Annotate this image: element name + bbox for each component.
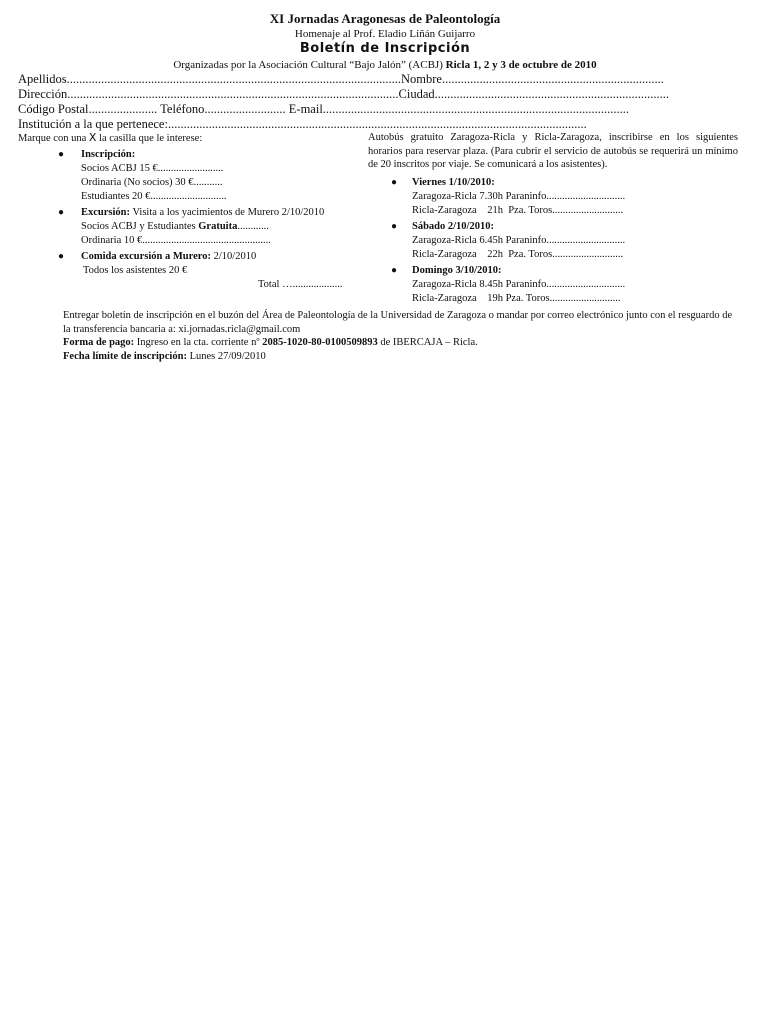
excursion-heading (81, 207, 324, 218)
direccion-field[interactable]: .......................................................................................................... (67, 87, 399, 101)
inscripcion-estudiantes-option[interactable]: Estudiantes 20 €............................. (81, 191, 227, 202)
comida-date: 2/10/2010 (213, 251, 257, 262)
ciudad-label: Ciudad (398, 87, 435, 101)
account-number: 2085-1020-80-0100509893 (262, 337, 378, 348)
institucion-label: Institución a la que pertenece: (18, 117, 168, 131)
bus-trip-option[interactable]: Zaragoza-Ricla 7.30h Paraninfo.............................. (412, 191, 626, 202)
telefono-label: Teléfono (160, 102, 205, 116)
payment-text: Ingreso en la cta. corriente nº (136, 337, 260, 348)
bullet-icon: ● (58, 207, 65, 218)
excursion-socios-option[interactable]: Socios ACBJ y Estudiantes Gratuita............ (81, 221, 269, 232)
deadline-line (63, 350, 733, 364)
organizers-text: Organizadas por la Asociación Cultural “Bajo Jalón” (ACBJ) (173, 59, 443, 71)
row-cp-telefono-email (18, 102, 629, 117)
deadline-date: Lunes 27/09/2010 (189, 351, 266, 362)
excursion-description: Visita a los yacimientos de Murero 2/10/2010 (132, 207, 325, 218)
payment-label: Forma de pago: (63, 337, 135, 348)
total-field[interactable]: Total …................... (258, 279, 343, 290)
delivery-instructions: Entregar boletín de inscripción en el buzón del Área de Paleontología de la Universidad de Zaragoza o mandar por correo electrónico junto con el resguardo de la transferencia bancaria a: xi.jornadas.ricla@gmail.com (63, 310, 733, 335)
bus-trip-option[interactable]: Ricla-Zaragoza 21h Pza. Toros........................... (412, 205, 624, 216)
deadline-label: Fecha límite de inscripción: (63, 351, 187, 362)
bullet-icon: ● (58, 149, 65, 160)
bus-day-viernes: Viernes 1/10/2010: (412, 177, 495, 188)
inscripcion-socios-option[interactable]: Socios ACBJ 15 €......................... (81, 163, 224, 174)
apellidos-field[interactable]: ........................................................................................................... (66, 72, 401, 86)
email-field[interactable]: .................................................................................................. (322, 102, 630, 116)
row-apellidos-nombre (18, 72, 664, 87)
bullet-icon: ● (58, 251, 65, 262)
bus-description: Autobús gratuito Zaragoza-Ricla y Ricla-Zaragoza, inscribirse en los siguientes horarios para reservar plaza. (Para cubrir el servicio de autobús se requerirá un mínimo de 20 inscritos por viaje. Se comunicará a los asistentes). (368, 132, 738, 170)
institucion-field[interactable]: ...................................................................................................................................... (167, 117, 587, 131)
ciudad-field[interactable]: ........................................................................... (434, 87, 670, 101)
bus-trip-option[interactable]: Zaragoza-Ricla 6.45h Paraninfo.............................. (412, 235, 626, 246)
bus-trip-option[interactable]: Zaragoza-Ricla 8.45h Paraninfo.............................. (412, 279, 626, 290)
instructions-suffix: la casilla que le interese: (99, 133, 203, 144)
bus-day-sabado: Sábado 2/10/2010: (412, 221, 494, 232)
bus-trip-option[interactable]: Ricla-Zaragoza 22h Pza. Toros........................... (412, 249, 624, 260)
document-title: XI Jornadas Aragonesas de Paleontología (269, 11, 501, 26)
row-institucion (18, 117, 587, 132)
direccion-label: Dirección (18, 87, 68, 101)
payment-line (63, 336, 733, 350)
telefono-field[interactable]: .......................... (204, 102, 289, 116)
apellidos-label: Apellidos (18, 72, 67, 86)
total-label: Total (258, 279, 280, 290)
inscripcion-ordinaria-option[interactable]: Ordinaria (No socios) 30 €........... (81, 177, 223, 188)
bus-day-domingo: Domingo 3/10/2010: (412, 265, 502, 276)
bank-name: de IBERCAJA – Ricla. (380, 337, 478, 348)
codigo-postal-label: Código Postal (18, 102, 89, 116)
nombre-label: Nombre (400, 72, 442, 86)
row-direccion-ciudad (18, 87, 669, 102)
comida-option[interactable]: Todos los asistentes 20 € (83, 265, 188, 276)
excursion-ordinaria-option[interactable]: Ordinaria 10 €................................................. (81, 235, 271, 246)
bullet-icon: ● (391, 177, 398, 188)
instructions-prefix: Marque con una (18, 133, 87, 144)
form-title: Boletín de Inscripción (299, 41, 471, 56)
place-dates: Ricla 1, 2 y 3 de octubre de 2010 (445, 59, 597, 71)
bus-trip-option[interactable]: Ricla-Zaragoza 19h Pza. Toros........................... (412, 293, 621, 304)
excursion-label: Excursión: (81, 207, 131, 218)
instructions (18, 131, 202, 144)
bullet-icon: ● (391, 265, 398, 276)
x-mark: X (88, 131, 97, 144)
inscripcion-label: Inscripción: (81, 149, 136, 160)
comida-heading (81, 251, 256, 262)
nombre-field[interactable]: ....................................................................... (441, 72, 664, 86)
comida-label: Comida excursión a Murero: (81, 251, 211, 262)
email-label: E-mail (288, 102, 323, 116)
codigo-postal-field[interactable]: ...................... (88, 102, 161, 116)
organizers-line (0, 59, 770, 71)
document-subtitle: Homenaje al Prof. Eladio Liñán Guijarro (294, 28, 476, 40)
bullet-icon: ● (391, 221, 398, 232)
